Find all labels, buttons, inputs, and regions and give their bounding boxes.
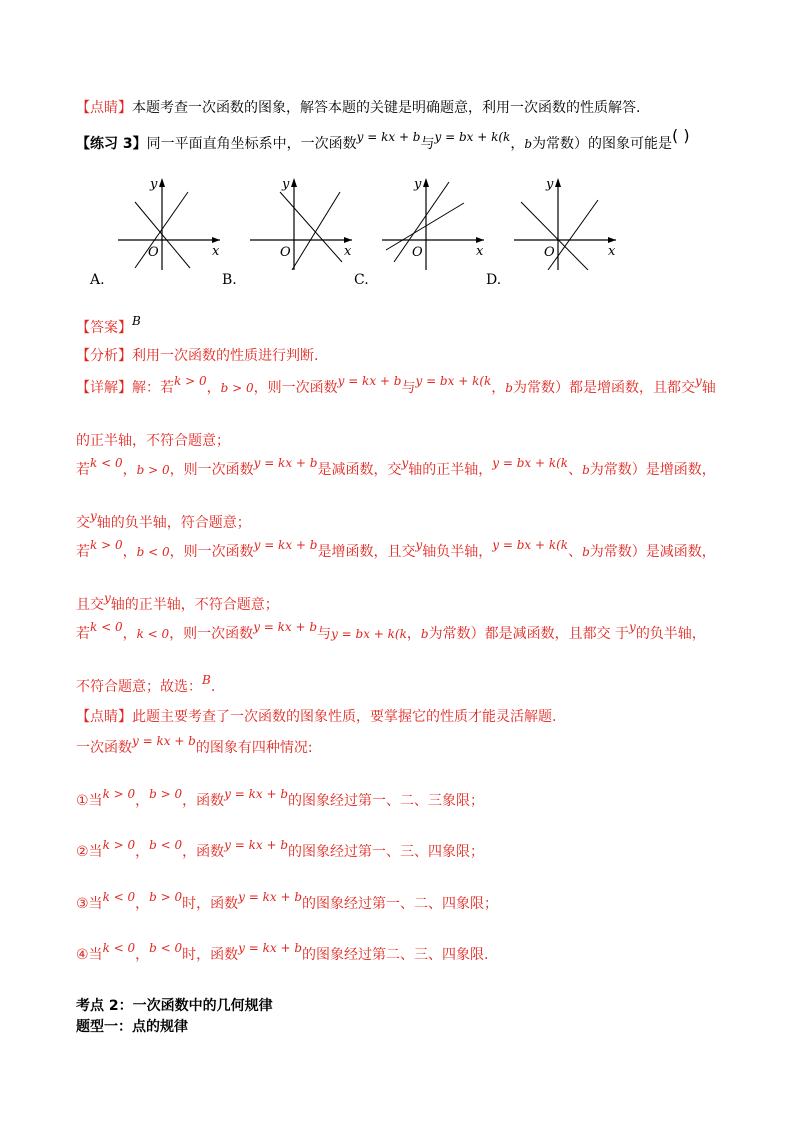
formula: y = bx + k(k [415,374,492,388]
formula: k > 0 [174,374,207,388]
formula: y = kx + b [224,838,289,852]
analysis-text: 利用一次函数的性质进行判断. [132,348,319,364]
detail-text: 为常数）都是增函数，且都交 [512,380,695,396]
graph-a-x-label: x [212,244,220,259]
formula: b [582,545,590,559]
graph-c-label: C. [354,272,369,288]
detail-line-3 [76,456,716,480]
detail-text: ，则一次函数 [169,626,254,642]
analysis [76,346,318,366]
detail-text: ， [122,544,137,560]
exercise-text-3: ， [510,136,525,152]
graph-a [90,170,220,295]
formula: b > 0 [149,787,183,801]
detail-text: ， [122,626,137,642]
answer [76,314,141,338]
graph-c-origin: O [412,245,423,260]
formula: y = kx + b [253,538,318,552]
exercise-tag: 【练习 3】 [76,136,147,152]
formula: b [505,381,513,395]
detail-text: 且交 [76,597,104,613]
graph-b [222,170,352,295]
case-text: ④当 [76,947,103,963]
detail-text: ， [406,626,421,642]
detail-text: 为常数）是增函数， [589,462,716,478]
detail-text: ， [491,380,506,396]
detail-text: 若 [76,626,90,642]
case-text: ， [135,947,150,963]
detail-text: 轴 [701,380,716,396]
formula: k > 0 [90,538,123,552]
case-text: ，函数 [182,844,225,860]
case-text: 的图象经过第一、三、四象限； [288,844,485,860]
case-text: ①当 [76,793,103,809]
formula: b > 0 [149,890,183,904]
formula: y = kx + b [238,941,303,955]
detail-line-1 [76,374,716,398]
answer-paren: ( ) [672,126,690,145]
dianjing-text: 此题主要考查了一次函数的图象性质，要掌握它的性质才能灵活解题. [132,709,557,725]
formula-1: y = kx + b [356,130,421,144]
graph-d-x-label: x [608,244,616,259]
graph-a-label: A. [90,272,105,288]
analysis-tag: 【分析】 [76,348,132,364]
detail-text: 若 [76,462,90,478]
detail-text: 轴的负半轴，符合题意； [96,515,251,531]
graph-b-label: B. [222,272,237,288]
detail-text: 是减函数，交 [317,462,402,478]
detail-text: 轴负半轴， [422,544,493,560]
graph-b-plot [222,170,362,270]
tixing-heading: 题型一：点的规律 [76,1019,188,1035]
detail-text: 为常数）都是减函数，且都交 于 [428,626,630,642]
detail-text: 不符合题意；故选： [76,679,202,695]
answer-choice: B [202,673,211,687]
formula: b [582,463,590,477]
graph-c-y-label: y [414,177,422,192]
detail-text: 、 [568,462,583,478]
formula: k > 0 [102,787,136,801]
formula: y [629,620,636,634]
detail-text: 、 [568,544,583,560]
detail-text: 是增函数，且交 [317,544,416,560]
formula: y [694,374,702,388]
graph-c-x-label: x [476,244,484,259]
formula: y = bx + k(k [331,627,407,641]
detail-text: 交 [76,515,90,531]
graph-d-label: D. [486,272,502,288]
graph-d [486,170,616,295]
formula: y = kx + b [224,787,289,801]
case-text: ， [135,896,150,912]
graph-b-origin: O [280,245,291,260]
graph-c [354,170,484,295]
detail-text: ，则一次函数 [253,380,338,396]
detail-tag: 【详解】 [76,380,132,396]
graph-b-x-label: x [344,244,352,259]
case-text: 的图象经过第一、二、四象限； [302,896,499,912]
case-1 [76,787,485,811]
case-text: 时，函数 [182,896,239,912]
exercise-3 [76,126,690,154]
case-text: ②当 [76,844,103,860]
answer-tag: 【答案】 [76,320,132,336]
formula: k < 0 [90,456,123,470]
detail-text: 与 [317,626,332,642]
formula: b > 0 [136,463,170,477]
formula: b < 0 [149,941,183,955]
case-3 [76,890,499,914]
case-text: 的图象经过第二、三、四象限. [302,947,489,963]
detail-text: 若 [76,544,90,560]
detail-text: 轴的正半轴，不符合题意； [110,597,279,613]
detail-text: ， [122,462,137,478]
formula: k < 0 [102,941,136,955]
case-2 [76,838,485,862]
formula-3: b [524,137,533,151]
kaodian-heading: 考点 2：一次函数中的几何规律 [76,998,273,1014]
case-text: 的图象经过第一、二、三象限； [288,793,485,809]
case-text: 时，函数 [182,947,239,963]
dianjing-tag: 【点睛】 [76,709,132,725]
detail-text: ， [206,380,221,396]
option-graphs [90,170,650,295]
formula: b > 0 [220,381,254,395]
formula: y = kx + b [337,374,402,388]
detail-text: 与 [401,380,416,396]
graph-b-y-label: y [282,177,290,192]
graph-d-origin: O [544,245,555,260]
detail-line-2: 的正半轴，不符合题意； [76,433,230,449]
detail-line-7 [76,620,706,644]
case-text: ③当 [76,896,103,912]
formula: y [104,591,111,605]
detail-line-8 [76,673,216,697]
summary-line [76,734,313,758]
answer-value: B [132,314,141,328]
formula: y [90,509,97,523]
exercise-text-4: 为常数）的图象可能是 [532,136,673,152]
dianjing-2 [76,707,556,727]
formula: k < 0 [136,627,170,641]
dianjing-tag: 【点睛】 [76,100,132,116]
formula: y = bx + k(k [492,538,569,552]
detail-line-6 [76,591,279,615]
formula: y [401,456,409,470]
formula: b < 0 [149,838,183,852]
detail-text: ，则一次函数 [169,544,254,560]
formula: b < 0 [136,545,170,559]
detail-text: ，则一次函数 [169,462,254,478]
summary-text: 的图象有四种情况: [195,740,313,756]
formula: y = kx + b [238,890,303,904]
dianjing-text: 本题考查一次函数的图象，解答本题的关键是明确题意，利用一次函数的性质解答. [132,100,641,116]
formula: y = bx + k(k [492,456,569,470]
dianjing-1 [76,98,640,118]
case-text: ，函数 [182,793,225,809]
case-text: ， [135,793,150,809]
exercise-text-2: 与 [420,136,435,152]
case-text: ， [135,844,150,860]
detail-line-5 [76,538,716,562]
formula: y = kx + b [253,620,318,634]
graph-d-plot [486,170,626,270]
graph-d-y-label: y [546,177,554,192]
graph-a-origin: O [148,245,159,260]
formula: k > 0 [102,838,136,852]
detail-text: 解：若 [132,380,174,396]
formula: y = kx + b [132,734,196,748]
detail-text: 的负半轴， [635,626,706,642]
detail-line-4 [76,509,251,533]
formula: y [415,538,423,552]
formula: b [420,627,429,641]
detail-text: 轴的正半轴， [408,462,493,478]
formula-2: y = bx + k(k [434,130,511,144]
detail-text: 为常数）是减函数， [589,544,716,560]
detail-text: . [210,679,216,695]
formula: k < 0 [90,620,123,634]
formula: k < 0 [102,890,136,904]
graph-c-plot [354,170,494,270]
exercise-text-1: 同一平面直角坐标系中，一次函数 [146,136,357,152]
graph-a-plot [90,170,230,270]
formula: y = kx + b [253,456,318,470]
graph-a-y-label: y [150,177,158,192]
summary-text: 一次函数 [76,740,132,756]
case-4 [76,941,489,965]
